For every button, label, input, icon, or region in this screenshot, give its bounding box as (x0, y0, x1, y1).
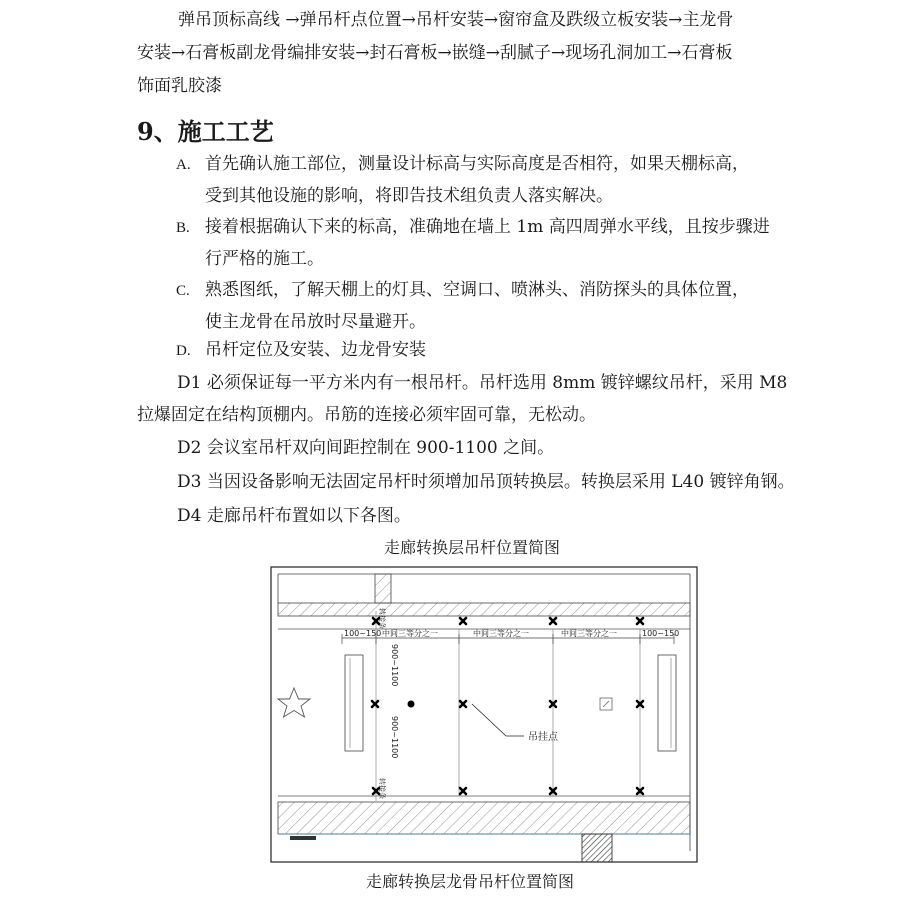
left-window (345, 655, 363, 751)
item-c-line-2: 使主龙骨在吊放时尽量避开。 (205, 312, 426, 332)
item-a-line-2: 受到其他设施的影响，将即告技术组负责人落实解决。 (205, 186, 613, 206)
item-d-letter: D. (176, 343, 191, 359)
d4-paragraph: D4 走廊吊杆布置如以下各图。 (177, 506, 411, 526)
corridor-hanger-diagram (270, 566, 698, 863)
third-label-1: 中间三等分之一 (382, 629, 438, 638)
figure-caption-bottom: 走廊转换层龙骨吊杆位置简图 (366, 872, 575, 891)
right-window (658, 655, 676, 751)
figure-caption-top: 走廊转换层吊杆位置简图 (384, 538, 561, 557)
third-label-3: 中间三等分之一 (561, 629, 617, 638)
d1-line-1: D1 必须保证每一平方米内有一根吊杆。吊杆选用 8mm 镀锌螺纹吊杆，采用 M8 (177, 373, 788, 393)
process-flow-line-2: 安装→石膏板副龙骨编排安装→封石膏板→嵌缝→刮腻子→现场孔洞加工→石膏板 (137, 43, 733, 63)
item-c-letter: C. (176, 283, 190, 299)
d1-line-2: 拉爆固定在结构顶棚内。吊筋的连接必须牢固可靠，无松动。 (137, 405, 596, 425)
top-column (375, 574, 391, 603)
top-wall-band (278, 603, 690, 616)
d3-paragraph: D3 当因设备影响无法固定吊杆时须增加吊顶转换层。转换层采用 L40 镀锌角钢。 (177, 472, 795, 492)
bottom-column (582, 834, 612, 862)
process-flow-line-1: 弹吊顶标高线 →弹吊杆点位置→吊杆安装→窗帘盒及跌级立板安装→主龙骨 (178, 10, 734, 30)
vertical-label-top: 900~1100 (390, 644, 399, 687)
hanger-point-label: 吊挂点 (528, 732, 558, 743)
bottom-left-door (290, 836, 316, 840)
item-a-letter: A. (176, 157, 191, 173)
edge-label-top: 转接条 (378, 608, 386, 629)
item-b-line-1: 接着根据确认下来的标高，准确地在墙上 1m 高四周弹水平线，且按步骤进 (205, 217, 770, 237)
d2-paragraph: D2 会议室吊杆双向间距控制在 900-1100 之间。 (177, 438, 555, 458)
left-offset-label: 100~150 (344, 629, 382, 638)
item-c-line-1: 熟悉图纸，了解天棚上的灯具、空调口、喷淋头、消防探头的具体位置， (205, 280, 749, 300)
process-flow-line-3: 饰面乳胶漆 (137, 76, 222, 96)
third-label-2: 中间三等分之一 (473, 629, 529, 638)
bottom-wall-band (278, 802, 690, 834)
item-b-letter: B. (176, 220, 190, 236)
vertical-label-bottom: 900~1100 (390, 716, 399, 759)
item-a-line-1: 首先确认施工部位，测量设计标高与实际高度是否相符，如果天棚标高， (205, 154, 749, 174)
section-heading: 9、施工工艺 (137, 117, 274, 146)
edge-label-bottom: 转接条 (378, 778, 386, 799)
item-b-line-2: 行严格的施工。 (205, 249, 324, 269)
item-d-line-1: 吊杆定位及安装、边龙骨安装 (205, 340, 426, 360)
hanger-dot (408, 701, 415, 708)
right-offset-label: 100~150 (642, 629, 680, 638)
